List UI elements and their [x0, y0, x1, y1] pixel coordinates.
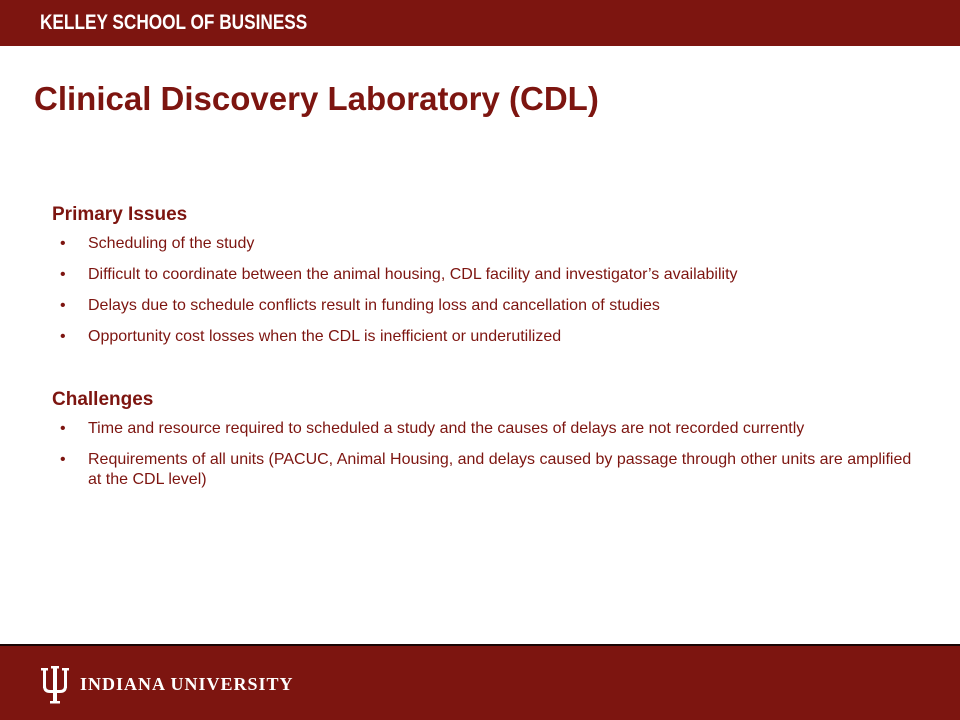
- bullet-text: Requirements of all units (PACUC, Animal Housing, and delays caused by passage through other units are amplified at the CDL level): [88, 451, 912, 488]
- bullet-icon: •: [60, 328, 66, 345]
- bullet-text: Difficult to coordinate between the animal housing, CDL facility and investigator’s availability: [88, 266, 738, 283]
- university-name: INDIANA UNIVERSITY: [80, 674, 294, 694]
- section-spacer: [52, 358, 912, 387]
- list-item: [52, 419, 912, 439]
- list-item: [52, 327, 912, 347]
- bullet-icon: •: [60, 420, 66, 437]
- slide-title: Clinical Discovery Laboratory (CDL): [34, 80, 599, 117]
- bullet-icon: •: [60, 266, 66, 283]
- iu-trident-icon: [40, 666, 70, 704]
- challenges-list: [52, 419, 912, 490]
- bullet-text: Delays due to schedule conflicts result in funding loss and cancellation of studies: [88, 297, 660, 314]
- section-heading-primary-issues: Primary Issues: [52, 204, 188, 225]
- bullet-icon: •: [60, 297, 66, 314]
- footer-bar: [0, 644, 960, 720]
- bullet-text: Scheduling of the study: [88, 235, 255, 252]
- slide-content: [52, 202, 912, 501]
- bullet-text: Opportunity cost losses when the CDL is inefficient or underutilized: [88, 328, 562, 345]
- list-item: [52, 450, 912, 490]
- bullet-text: Time and resource required to scheduled a study and the causes of delays are not recorded currently: [88, 420, 805, 437]
- bullet-icon: •: [60, 451, 66, 468]
- list-item: [52, 234, 912, 254]
- section-heading-challenges: Challenges: [52, 389, 154, 410]
- bullet-icon: •: [60, 235, 66, 252]
- primary-issues-list: [52, 234, 912, 347]
- list-item: [52, 265, 912, 285]
- school-name: KELLEY SCHOOL OF BUSINESS: [40, 11, 308, 34]
- list-item: [52, 296, 912, 316]
- header-bar: [0, 0, 960, 46]
